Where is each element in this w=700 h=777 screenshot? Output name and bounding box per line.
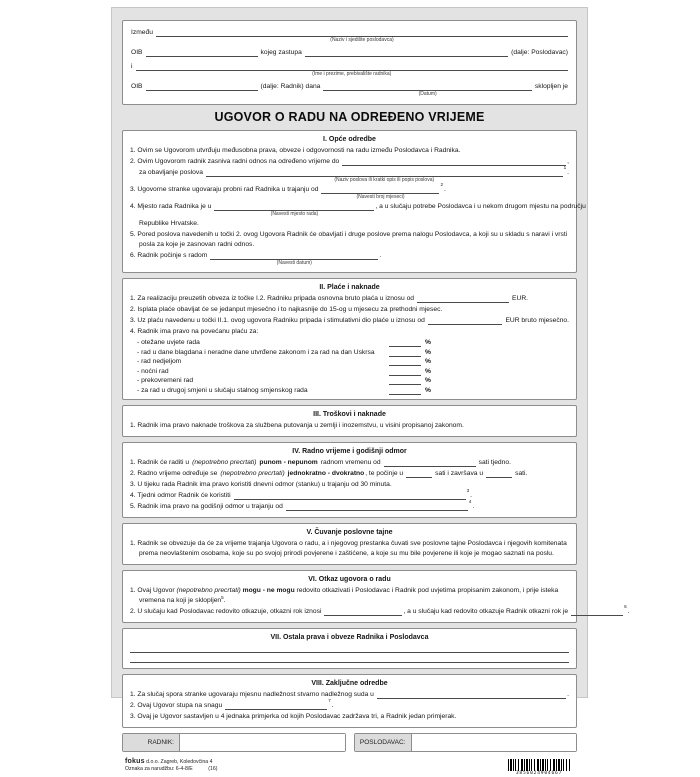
blank-underline (146, 82, 258, 91)
blank-field (389, 386, 421, 395)
form-line: 2. Ovaj Ugovor stupa na snagu 7 . (130, 698, 334, 709)
text-segment: (nepotrebno precrtati) (192, 459, 257, 466)
blank-underline (384, 458, 476, 467)
blank-field (389, 376, 421, 385)
form-line (131, 48, 568, 58)
field-caption: (Navesti datum) (276, 260, 312, 266)
blank-field (210, 251, 378, 267)
document-page (111, 7, 630, 776)
blank-underline (136, 62, 569, 71)
form-line (130, 712, 569, 722)
percent-row-label: - rad nedjeljom (137, 358, 182, 365)
publisher-brand: fokus (125, 758, 145, 765)
document-title: UGOVOR O RADU NA ODREĐENO VRIJEME (214, 110, 485, 124)
text-segment: jednokratno - dvokratno (287, 470, 365, 477)
form-line (130, 644, 569, 653)
form-line (130, 305, 569, 315)
blank-field (389, 357, 421, 366)
blank-field (342, 157, 566, 166)
text-segment: 3. Ugovorne stranke ugovaraju probni rad Radnika u trajanju od (130, 186, 319, 193)
signature-row (122, 733, 577, 752)
signature-field-poslodavac (412, 734, 577, 751)
blank-field (389, 338, 421, 347)
section-title: II. Plaće i naknade (319, 284, 380, 291)
publisher-info (125, 759, 217, 772)
text-segment: (dalje: Poslodavac) (511, 49, 568, 56)
text-segment: . (567, 169, 569, 176)
text-segment: 3. Ovaj je Ugovor sastavljen u 4 jednaka primjerka od kojih Poslodavac zadržava tri, a Radnik jedan primjerak. (130, 713, 457, 720)
text-segment: Između (131, 29, 153, 36)
text-segment: (nepotrebno precrtati) (176, 587, 241, 594)
section-box-4 (122, 442, 577, 518)
section-title: VIII. Zaključne odredbe (311, 680, 388, 687)
text-segment: . (472, 503, 475, 510)
field-caption: (Navesti broj mjeseci) (356, 194, 405, 200)
text-segment: EUR. (512, 295, 529, 302)
percent-sign: % (425, 358, 431, 365)
blank-field (406, 469, 432, 478)
text-segment: . (379, 252, 382, 259)
field-caption: (Datum) (418, 91, 437, 97)
blank-field (234, 491, 466, 500)
percent-row (137, 348, 569, 358)
blank-field (146, 82, 258, 91)
blank-underline (324, 607, 402, 616)
blank-field (136, 62, 569, 78)
text-segment: za obavljanje poslova (139, 169, 203, 176)
text-segment: mogu - ne mogu (242, 587, 295, 594)
blank-underline (146, 48, 258, 57)
section-box-1 (122, 130, 586, 273)
blank-underline (210, 251, 378, 260)
blank-field (571, 607, 623, 616)
text-segment: redovito otkazivati i Poslodavac i Radnik pod uvjetima propisanim zakonom, i prije isteka vremena na koji je sklopljen (139, 587, 559, 604)
text-segment: 5. Radnik ima pravo na godišnji odmor u trajanju od (130, 503, 283, 510)
form-line (130, 294, 569, 304)
blank-field (130, 644, 569, 653)
signature-label-poslodavac: POSLODAVAC: (355, 734, 412, 751)
blank-field (324, 607, 402, 616)
text-segment: kojeg zastupa (260, 49, 302, 56)
blank-underline (225, 701, 327, 710)
percent-row (137, 338, 569, 348)
percent-row (137, 367, 569, 377)
percent-sign: % (425, 377, 431, 384)
blank-field (389, 348, 421, 357)
text-segment: 1. Za realizaciju preuzetih obveza iz točke I.2. Radniku pripada osnovna bruto plaća u iznosu od (130, 295, 415, 302)
barcode-digits: 3856024904667 (515, 771, 563, 776)
blank-underline (214, 202, 374, 211)
blank-underline (571, 607, 623, 616)
form-line (130, 654, 569, 663)
text-segment: 1. Radnik se obvezuje da će za vrijeme trajanja Ugovora o radu, a i njegovog prestanka čuvati sve poslovne tajne Poslodavca i njegovih komitenata prema neovlaštenim osobama, koje su po svojoj prirodi povjerene i zaštićene, a koje su mu bile povjerene ili koje je mogao saznati na poslu. (130, 540, 567, 557)
parties-box (122, 20, 577, 105)
form-line (131, 82, 568, 98)
form-line (130, 480, 569, 490)
form-line (130, 202, 586, 218)
percent-row (137, 386, 569, 396)
footnote-ref: 5 (221, 594, 224, 600)
blank-field (486, 469, 512, 478)
field-caption: (Naziv poslova ili kratki opis ili popis poslova) (334, 177, 435, 183)
blank-underline (428, 316, 503, 325)
section-box-7 (122, 628, 577, 669)
form-line: 5. Radnik ima pravo na godišnji odmor u trajanju od 4 . (130, 499, 475, 510)
signature-field-radnik (180, 734, 345, 751)
blank-underline (342, 157, 566, 166)
blank-underline (130, 654, 569, 663)
text-segment: (dalje: Radnik) dana (260, 83, 321, 90)
section-box-3 (122, 405, 577, 437)
percent-sign: % (425, 367, 431, 375)
section-title: VII. Ostala prava i obveze Radnika i Poslodavca (270, 634, 429, 641)
text-segment: 2. U slučaju kad Poslodavac redovito otkazuje, otkazni rok iznosi (130, 608, 322, 615)
text-segment: 2. Ovim Ugovorom radnik zasniva radni odnos na određeno vrijeme do (130, 158, 340, 165)
blank-underline (286, 502, 468, 511)
blank-field (225, 701, 327, 710)
form-line: 2. U slučaju kad Poslodavac redovito otkazuje, otkazni rok iznosi , a u slučaju kad redovito otkazuje Radnik otkazni rok je 6 . (130, 604, 630, 615)
blank-field (384, 458, 476, 467)
field-caption: (Navesti mjesto rada) (270, 211, 319, 217)
text-segment: EUR bruto mjesečno. (505, 317, 569, 324)
form-line: 3. Ugovorne stranke ugovaraju probni rad Radnika u trajanju od (Navesti broj mjeseci) 2 . (130, 182, 446, 200)
text-segment: 5. Pored poslova navedenih u točki 2. ovog Ugovora Radnik će obavljati i druge poslove prema nalogu Poslodavca, a koji su u skladu s naravi i vrsti posla za koje je zasnovan radni odnos. (130, 231, 568, 248)
blank-field (321, 185, 439, 201)
blank-underline (156, 28, 568, 37)
text-segment: . (470, 492, 473, 499)
blank-field (130, 654, 569, 663)
section-title: III. Troškovi i naknade (313, 411, 386, 418)
text-segment: 2. Isplata plaće obavljat će se jedanput mjesečno i to najkasnije do 15-og u mjesecu za prethodni mjesec. (130, 306, 443, 313)
text-segment: sklopljen je (534, 83, 568, 90)
text-segment: OIB (131, 49, 143, 56)
blank-field (305, 48, 508, 57)
blank-field (206, 168, 563, 184)
section-box-6 (122, 570, 630, 623)
text-segment: 3. Uz plaću navedenu u točki II.1. ovog ugovora Radniku pripada i stimulativni dio plaće u iznosu od (130, 317, 425, 324)
form-line (130, 458, 569, 468)
blank-field (417, 294, 509, 303)
blank-underline (377, 690, 566, 699)
text-segment: sati i završava u (435, 470, 484, 477)
form-line (130, 690, 569, 700)
text-segment: 4. Mjesto rada Radnika je u (130, 203, 212, 210)
blank-underline (130, 644, 569, 653)
text-segment: 3. U tijeku rada Radnik ima pravo koristiti dnevni odmor (stanku) u trajanju od 30 minuta. (130, 481, 392, 488)
section-box-5 (122, 523, 577, 565)
text-segment: . (567, 691, 569, 698)
blank-underline (417, 294, 509, 303)
text-segment: radnom vremenu od (320, 459, 381, 466)
form-line (139, 219, 569, 229)
percent-sign: % (425, 386, 431, 394)
blank-field (377, 690, 566, 699)
form-line (130, 157, 569, 167)
section-title: VI. Otkaz ugovora o radu (308, 576, 391, 583)
form-line (131, 62, 568, 78)
percent-row (137, 357, 569, 367)
text-segment: 1. Ovaj Ugovor (130, 587, 175, 594)
form-line (130, 421, 569, 431)
signature-label-radnik: RADNIK: (123, 734, 180, 751)
publisher-address: d.o.o. Zagreb, Koledovčina 4 (146, 759, 213, 765)
percent-row (137, 376, 569, 386)
section-box-8 (122, 674, 577, 728)
barcode-block (508, 759, 570, 777)
section-title: V. Čuvanje poslovne tajne (306, 529, 393, 536)
text-segment: 2. Radno vrijeme određuje se (130, 470, 218, 477)
text-segment: 1. Radnik će raditi u (130, 459, 190, 466)
order-number: (16) (208, 765, 218, 772)
signature-box-radnik (122, 733, 346, 752)
form-line (130, 586, 569, 606)
text-segment: punom - nepunom (259, 459, 318, 466)
blank-underline (305, 48, 508, 57)
text-segment: 6. Radnik počinje s radom (130, 252, 208, 259)
field-caption: (Ime i prezime, prebivalište radnika) (312, 71, 392, 77)
signature-box-poslodavac (354, 733, 578, 752)
blank-field (214, 202, 374, 218)
text-segment: i (131, 63, 133, 70)
form-line (130, 316, 569, 326)
blank-field (286, 502, 468, 511)
section-title: I. Opće odredbe (323, 136, 376, 143)
blank-underline (486, 469, 512, 478)
percent-row-label: - rad u dane blagdana i neradne dane utvrđene zakonom i za rad na dan Uskrsa (137, 348, 375, 356)
text-segment: , a u slučaju potrebe Poslodavca i u nekom drugom mjestu na području (375, 203, 586, 210)
blank-field (389, 367, 421, 376)
text-segment: , te počinje u (365, 470, 404, 477)
percent-sign: % (425, 339, 431, 346)
blank-underline (323, 82, 532, 91)
percent-row-label: - noćni rad (137, 367, 169, 375)
blank-field (428, 316, 503, 325)
form-line (131, 28, 568, 44)
text-segment: 1. Radnik ima pravo naknade troškova za službena putovanja u zemlji i inozemstvu, u visini propisanoj zakonom. (130, 422, 464, 429)
text-segment: 1. Ovim se Ugovorom utvrđuju međusobna prava, obveze i odgovornosti na radu između Poslodavca i Radnika. (130, 147, 461, 154)
form-line (130, 469, 569, 479)
text-segment: 4. Radnik ima pravo na povećanu plaću za: (130, 328, 259, 335)
text-segment: . (331, 702, 334, 709)
blank-underline (206, 168, 563, 177)
text-segment: 4. Tjedni odmor Radnik će koristiti (130, 492, 231, 499)
text-segment: . (223, 597, 226, 604)
text-segment: (nepotrebno precrtati) (220, 470, 285, 477)
percent-row-label: - otežane uvjete rada (137, 339, 200, 346)
sections (122, 130, 630, 728)
text-segment: . (627, 608, 630, 615)
percent-sign: % (425, 348, 431, 356)
form-line: 4. Tjedni odmor Radnik će koristiti 3 . (130, 488, 473, 499)
form-line (130, 251, 569, 267)
barcode-icon (508, 759, 570, 771)
blank-underline (321, 185, 439, 194)
text-segment: sati. (515, 470, 528, 477)
order-code: Oznaka za narudžbu: 6-4-8/E (125, 765, 193, 772)
blank-field (146, 48, 258, 57)
form-line (130, 539, 569, 559)
form-line: za obavljanje poslova (Naziv poslova ili kratki opis ili popis poslova) 1 . (139, 165, 569, 183)
text-segment: Republike Hrvatske. (139, 220, 199, 227)
blank-field (156, 28, 568, 44)
percent-row-label: - za rad u drugoj smjeni u slučaju stalnog smjenskog rada (137, 386, 308, 394)
form-line (130, 230, 569, 250)
text-segment: 1. Za slučaj spora stranke ugovaraju mjesnu nadležnost stvarno nadležnog suda u (130, 691, 374, 698)
text-segment: 2. Ovaj Ugovor stupa na snagu (130, 702, 223, 709)
form-line (130, 327, 569, 337)
text-segment: OIB (131, 83, 143, 90)
field-caption: (Naziv i sjedište poslodavca) (330, 37, 394, 43)
form-line (130, 146, 569, 156)
percent-row-label: - prekovremeni rad (137, 377, 194, 384)
blank-underline (406, 469, 432, 478)
blank-underline (234, 491, 466, 500)
text-segment: , (567, 158, 569, 165)
section-title: IV. Radno vrijeme i godišnji odmor (292, 448, 407, 455)
text-segment: , a u slučaju kad redovito otkazuje Radnik otkazni rok je (403, 608, 569, 615)
page-footer (122, 759, 577, 777)
section-box-2 (122, 278, 577, 400)
text-segment: . (444, 186, 446, 193)
text-segment: sati tjedno. (478, 459, 511, 466)
blank-field (323, 82, 532, 98)
